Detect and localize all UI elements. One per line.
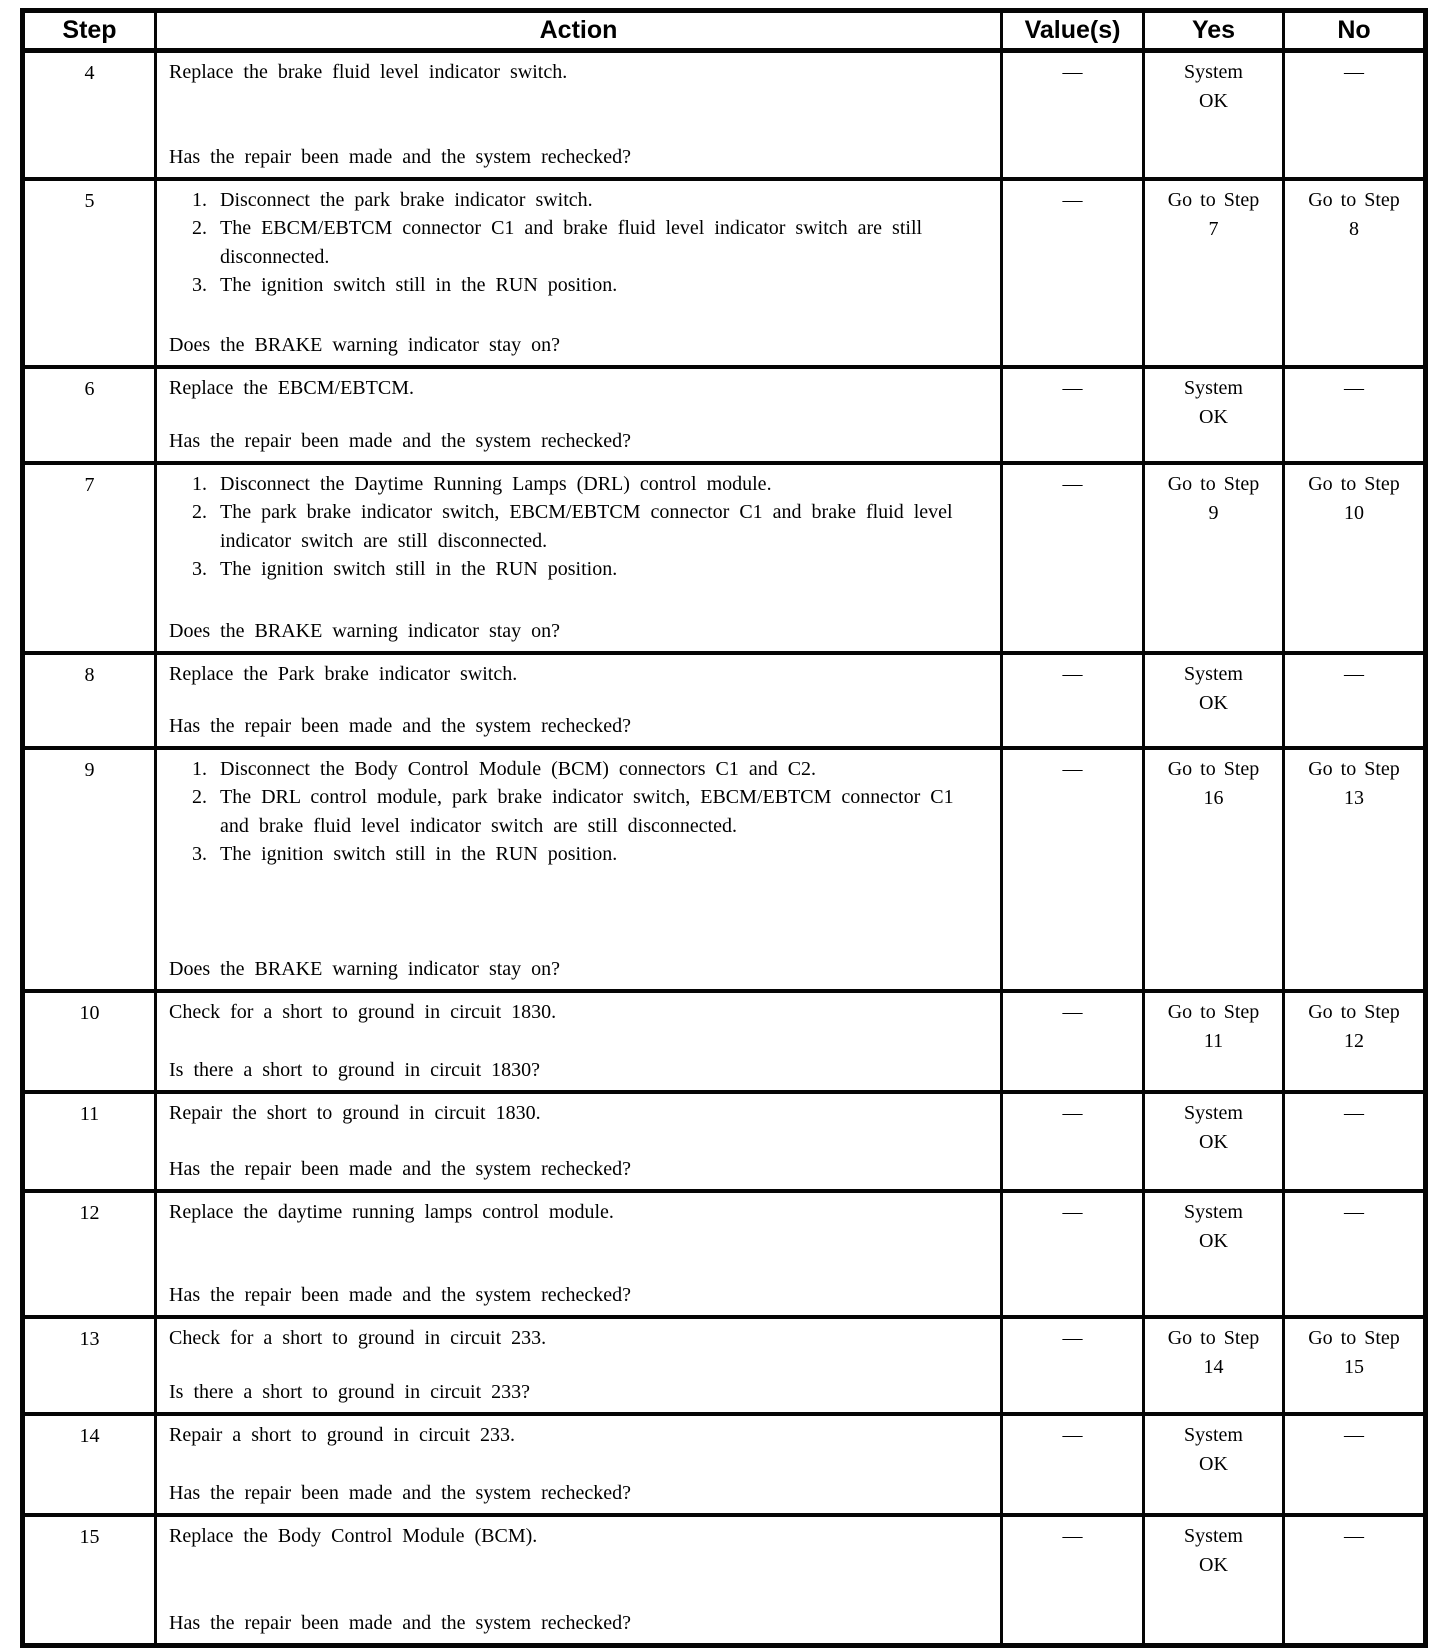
table-row — [25, 1416, 1423, 1517]
no-result-line1: Go to Step — [1308, 1327, 1400, 1349]
no-result-line1: — — [1344, 1525, 1364, 1547]
step-number: 8 — [25, 655, 157, 746]
no-result-line1: — — [1344, 1201, 1364, 1223]
yes-result-line2: 7 — [1208, 218, 1219, 240]
yes-result-line2: 11 — [1203, 1030, 1224, 1052]
yes-result-line1: System — [1184, 377, 1243, 399]
table-row — [25, 465, 1423, 655]
action-text: Replace the brake fluid level indicator switch. — [169, 61, 568, 83]
action-text: Replace the Body Control Module (BCM). — [169, 1525, 538, 1547]
yes-result-line1: System — [1184, 1201, 1243, 1223]
action-question: Has the repair been made and the system rechecked? — [169, 146, 632, 168]
no-result-line1: — — [1344, 663, 1364, 685]
no-cell — [1285, 1319, 1423, 1412]
action-question: Has the repair been made and the system rechecked? — [169, 1284, 632, 1306]
no-result-line1: — — [1344, 377, 1364, 399]
col-header-action: Action — [157, 13, 1003, 48]
no-cell — [1285, 181, 1423, 365]
action-list-item: 2. The park brake indicator switch, EBCM/EBTCM connector C1 and brake fluid level indicator switch are still disconnected. — [217, 498, 990, 555]
no-result-line2: 13 — [1344, 787, 1364, 809]
table-row — [25, 655, 1423, 750]
yes-result-line1: System — [1184, 61, 1243, 83]
yes-cell — [1145, 750, 1285, 989]
action-question: Has the repair been made and the system rechecked? — [169, 1158, 632, 1180]
table-row — [25, 1094, 1423, 1193]
troubleshooting-table — [20, 8, 1428, 1648]
no-cell — [1285, 1193, 1423, 1315]
yes-result-line1: System — [1184, 663, 1243, 685]
action-list-item: 1. Disconnect the Body Control Module (BCM) connectors C1 and C2. — [217, 755, 990, 783]
yes-cell — [1145, 1094, 1285, 1189]
table-row — [25, 53, 1423, 181]
yes-cell — [1145, 53, 1285, 177]
value-cell: — — [1003, 1193, 1145, 1315]
yes-result-line2: OK — [1199, 406, 1228, 428]
action-cell — [157, 1193, 1003, 1315]
action-text: Check for a short to ground in circuit 233. — [169, 1327, 547, 1349]
action-text: Repair a short to ground in circuit 233. — [169, 1424, 516, 1446]
yes-result-line2: OK — [1199, 1453, 1228, 1475]
no-result-line1: Go to Step — [1308, 1001, 1400, 1023]
step-number: 10 — [25, 993, 157, 1090]
col-header-values: Value(s) — [1003, 13, 1145, 48]
table-row — [25, 993, 1423, 1094]
yes-cell — [1145, 1319, 1285, 1412]
step-number: 7 — [25, 465, 157, 651]
action-list — [169, 755, 990, 869]
no-result-line2: 12 — [1344, 1030, 1364, 1052]
action-cell — [157, 465, 1003, 651]
yes-cell — [1145, 655, 1285, 746]
no-cell — [1285, 53, 1423, 177]
no-result-line2: 15 — [1344, 1356, 1364, 1378]
yes-cell — [1145, 369, 1285, 461]
step-number: 15 — [25, 1517, 157, 1643]
yes-result-line2: OK — [1199, 1131, 1228, 1153]
action-list-item: 1. Disconnect the Daytime Running Lamps (DRL) control module. — [217, 470, 990, 498]
yes-cell — [1145, 181, 1285, 365]
action-cell — [157, 750, 1003, 989]
no-cell — [1285, 993, 1423, 1090]
yes-result-line1: Go to Step — [1167, 758, 1260, 780]
yes-result-line2: 16 — [1203, 787, 1224, 809]
step-number: 11 — [25, 1094, 157, 1189]
action-text: Replace the EBCM/EBTCM. — [169, 377, 414, 399]
yes-cell — [1145, 1517, 1285, 1643]
action-question: Has the repair been made and the system rechecked? — [169, 1482, 632, 1504]
value-cell: — — [1003, 53, 1145, 177]
step-number: 12 — [25, 1193, 157, 1315]
action-list-item: 3. The ignition switch still in the RUN position. — [217, 555, 990, 583]
action-list-item: 1. Disconnect the park brake indicator switch. — [217, 186, 990, 214]
no-result-line1: — — [1344, 1424, 1364, 1446]
action-question: Is there a short to ground in circuit 1830? — [169, 1059, 541, 1081]
col-header-yes: Yes — [1145, 13, 1285, 48]
value-cell: — — [1003, 1094, 1145, 1189]
yes-cell — [1145, 1416, 1285, 1513]
no-result-line1: — — [1344, 1102, 1364, 1124]
no-result-line1: — — [1344, 61, 1364, 83]
step-number: 4 — [25, 53, 157, 177]
table-header-row — [25, 13, 1423, 53]
action-cell — [157, 655, 1003, 746]
no-cell — [1285, 369, 1423, 461]
step-number: 13 — [25, 1319, 157, 1412]
table-row — [25, 181, 1423, 369]
no-result-line1: Go to Step — [1308, 189, 1400, 211]
action-text: Replace the Park brake indicator switch. — [169, 663, 518, 685]
table-row — [25, 1517, 1423, 1643]
yes-result-line2: OK — [1199, 1554, 1228, 1576]
no-cell — [1285, 1094, 1423, 1189]
yes-result-line1: System — [1184, 1525, 1243, 1547]
yes-result-line1: System — [1184, 1424, 1243, 1446]
yes-result-line2: 14 — [1203, 1356, 1224, 1378]
action-question: Has the repair been made and the system rechecked? — [169, 430, 632, 452]
table-row — [25, 1193, 1423, 1319]
action-cell — [157, 1517, 1003, 1643]
yes-result-line1: System — [1184, 1102, 1243, 1124]
action-question: Does the BRAKE warning indicator stay on? — [169, 958, 561, 980]
action-text: Replace the daytime running lamps control module. — [169, 1201, 614, 1223]
value-cell: — — [1003, 655, 1145, 746]
action-cell — [157, 1416, 1003, 1513]
yes-result-line2: OK — [1199, 692, 1228, 714]
yes-cell — [1145, 465, 1285, 651]
action-question: Has the repair been made and the system rechecked? — [169, 715, 632, 737]
yes-result-line1: Go to Step — [1167, 473, 1260, 495]
value-cell: — — [1003, 465, 1145, 651]
step-number: 14 — [25, 1416, 157, 1513]
action-question: Has the repair been made and the system rechecked? — [169, 1612, 632, 1634]
table-row — [25, 750, 1423, 993]
step-number: 9 — [25, 750, 157, 989]
action-cell — [157, 993, 1003, 1090]
no-result-line1: Go to Step — [1308, 758, 1400, 780]
step-number: 6 — [25, 369, 157, 461]
col-header-no: No — [1337, 16, 1371, 44]
value-cell: — — [1003, 1517, 1145, 1643]
action-list — [169, 470, 990, 584]
yes-result-line1: Go to Step — [1167, 189, 1260, 211]
no-cell — [1285, 1416, 1423, 1513]
value-cell: — — [1003, 750, 1145, 989]
action-cell — [157, 369, 1003, 461]
action-question: Does the BRAKE warning indicator stay on? — [169, 334, 561, 356]
yes-result-line2: 9 — [1208, 502, 1219, 524]
no-cell — [1285, 1517, 1423, 1643]
yes-result-line2: OK — [1199, 90, 1228, 112]
action-list-item: 3. The ignition switch still in the RUN position. — [217, 840, 990, 868]
yes-result-line1: Go to Step — [1167, 1327, 1260, 1349]
action-cell — [157, 53, 1003, 177]
value-cell: — — [1003, 369, 1145, 461]
action-cell — [157, 181, 1003, 365]
step-number: 5 — [25, 181, 157, 365]
action-list — [169, 186, 990, 300]
value-cell: — — [1003, 1416, 1145, 1513]
no-result-line2: 8 — [1349, 218, 1359, 240]
action-text: Check for a short to ground in circuit 1830. — [169, 1001, 557, 1023]
action-cell — [157, 1094, 1003, 1189]
action-question: Is there a short to ground in circuit 233? — [169, 1381, 531, 1403]
no-result-line1: Go to Step — [1308, 473, 1400, 495]
col-header-step: Step — [25, 13, 157, 48]
no-cell — [1285, 465, 1423, 651]
action-list-item: 2. The EBCM/EBTCM connector C1 and brake fluid level indicator switch are still disconnected. — [217, 214, 990, 271]
table-row — [25, 369, 1423, 465]
yes-result-line1: Go to Step — [1167, 1001, 1260, 1023]
action-text: Repair the short to ground in circuit 1830. — [169, 1102, 541, 1124]
no-cell — [1285, 655, 1423, 746]
value-cell: — — [1003, 181, 1145, 365]
action-question: Does the BRAKE warning indicator stay on? — [169, 620, 561, 642]
action-list-item: 3. The ignition switch still in the RUN position. — [217, 271, 990, 299]
yes-cell — [1145, 993, 1285, 1090]
action-list-item: 2. The DRL control module, park brake indicator switch, EBCM/EBTCM connector C1 and brake fluid level indicator switch are still disconnected. — [217, 783, 990, 840]
no-result-line2: 10 — [1344, 502, 1364, 524]
yes-cell — [1145, 1193, 1285, 1315]
yes-result-line2: OK — [1199, 1230, 1228, 1252]
action-cell — [157, 1319, 1003, 1412]
value-cell: — — [1003, 1319, 1145, 1412]
no-cell — [1285, 750, 1423, 989]
value-cell: — — [1003, 993, 1145, 1090]
table-row — [25, 1319, 1423, 1416]
